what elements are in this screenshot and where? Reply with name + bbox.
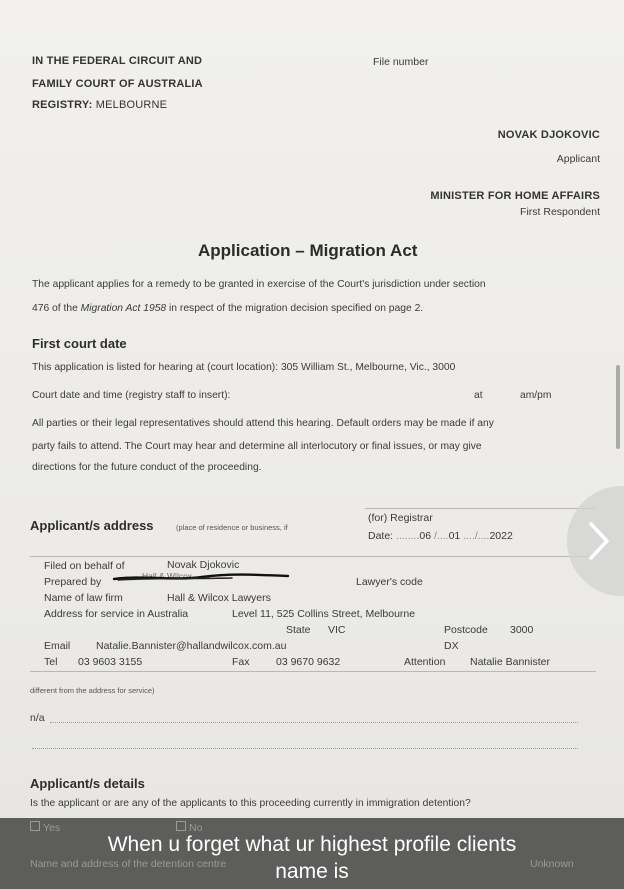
- filed-on-behalf-label: Filed on behalf of: [44, 560, 125, 572]
- postcode-label: Postcode: [444, 624, 488, 636]
- date-year: 2022: [489, 530, 513, 542]
- intro-line1: The applicant applies for a remedy to be granted in exercise of the Court's jurisdiction under section: [32, 279, 486, 290]
- applicant-address-note: (place of residence or business, if: [176, 523, 288, 532]
- hearing-location: This application is listed for hearing at (court location): 305 William St., Melbourne, Vic., 3000: [32, 362, 456, 373]
- file-number-label: File number: [373, 56, 429, 68]
- court-date-time-label: Court date and time (registry staff to insert):: [32, 390, 231, 401]
- attention-value: Natalie Bannister: [470, 656, 550, 668]
- applicant-address-value: n/a: [30, 712, 45, 724]
- fax-label: Fax: [232, 656, 250, 668]
- intro-line2-prefix: 476 of the: [32, 303, 81, 314]
- filing-bottom-rule: [30, 671, 596, 672]
- filing-top-rule: [30, 556, 596, 557]
- applicant-address-note-continued: different from the address for service): [30, 686, 155, 695]
- chevron-right-icon: [587, 520, 611, 562]
- intro-line2: [32, 303, 423, 314]
- caption-line1: When u forget what ur highest profile clients: [107, 833, 517, 856]
- court-name-line1: IN THE FEDERAL CIRCUIT AND: [32, 55, 203, 67]
- applicant-name: NOVAK DJOKOVIC: [497, 129, 600, 141]
- registry: [32, 99, 167, 111]
- tel-value: 03 9603 3155: [78, 656, 143, 668]
- law-firm-label: Name of law firm: [44, 592, 123, 604]
- detention-question: Is the applicant or are any of the applicants to this proceeding currently in immigration detention?: [30, 798, 471, 809]
- registry-label: REGISTRY:: [32, 99, 93, 111]
- respondent-role: First Respondent: [520, 206, 600, 218]
- unknown-label: Unknown: [530, 858, 574, 870]
- registrar-date: Date: ........06 /....01 ..../....2022: [368, 530, 513, 542]
- scrollbar-thumb[interactable]: [616, 365, 620, 449]
- prepared-by-label: Prepared by: [44, 576, 102, 588]
- registry-value: MELBOURNE: [95, 99, 168, 111]
- yes-label: Yes: [43, 822, 61, 834]
- intro-act-name: Migration Act 1958: [80, 303, 167, 314]
- registrar-label: (for) Registrar: [368, 512, 433, 524]
- law-firm-value: Hall & Wilcox Lawyers: [167, 592, 271, 604]
- ampm-label: am/pm: [520, 390, 552, 401]
- at-label: at: [474, 390, 483, 401]
- postcode-value: 3000: [510, 624, 534, 636]
- attention-label: Attention: [404, 656, 446, 668]
- applicant-address-heading: Applicant/s address: [30, 518, 154, 533]
- state-label: State: [286, 624, 311, 636]
- caption-line2: name is: [275, 860, 349, 883]
- address-dotted-line-2: [32, 748, 578, 749]
- lawyers-code-label: Lawyer's code: [356, 576, 423, 588]
- caption-bar: [0, 818, 624, 889]
- attend-line1: All parties or their legal representatives should attend this hearing. Default orders may be made if any: [32, 418, 494, 429]
- email-value: Natalie.Bannister@hallandwilcox.com.au: [96, 640, 287, 652]
- date-day: 06: [419, 530, 432, 542]
- applicant-details-heading: Applicant/s details: [30, 776, 145, 791]
- registrar-signature-line: [365, 508, 595, 509]
- address-for-service-label: Address for service in Australia: [44, 608, 189, 620]
- no-checkbox-icon: [176, 821, 186, 831]
- state-value: VIC: [328, 624, 346, 636]
- respondent-name: MINISTER FOR HOME AFFAIRS: [430, 190, 600, 202]
- page-title: Application – Migration Act: [198, 241, 418, 260]
- address-dotted-line-1: [50, 722, 578, 723]
- applicant-role: Applicant: [556, 153, 600, 165]
- tel-label: Tel: [44, 656, 58, 668]
- no-label: No: [189, 822, 203, 834]
- intro-line2-suffix: in respect of the migration decision specified on page 2.: [166, 303, 424, 314]
- yes-checkbox-icon: [30, 821, 40, 831]
- prepared-by-value: Hall & Wilcox: [142, 571, 193, 581]
- next-page-button[interactable]: [567, 486, 624, 596]
- attend-line3: directions for the future conduct of the proceeding.: [32, 462, 262, 473]
- dx-label: DX: [444, 640, 459, 652]
- date-month: 01: [448, 530, 461, 542]
- date-label: Date:: [368, 530, 394, 542]
- pen-strike-mark: [112, 570, 292, 584]
- detention-centre-label: Name and address of the detention centre: [30, 858, 227, 870]
- address-for-service-value: Level 11, 525 Collins Street, Melbourne: [232, 608, 416, 620]
- attend-line2: party fails to attend. The Court may hear and determine all interlocutory or final issues, or may give: [32, 441, 482, 452]
- first-court-date-heading: First court date: [32, 336, 127, 351]
- court-name-line2: FAMILY COURT OF AUSTRALIA: [32, 78, 203, 90]
- filed-on-behalf-value: Novak Djokovic: [167, 559, 240, 571]
- fax-value: 03 9670 9632: [276, 656, 341, 668]
- email-label: Email: [44, 640, 71, 652]
